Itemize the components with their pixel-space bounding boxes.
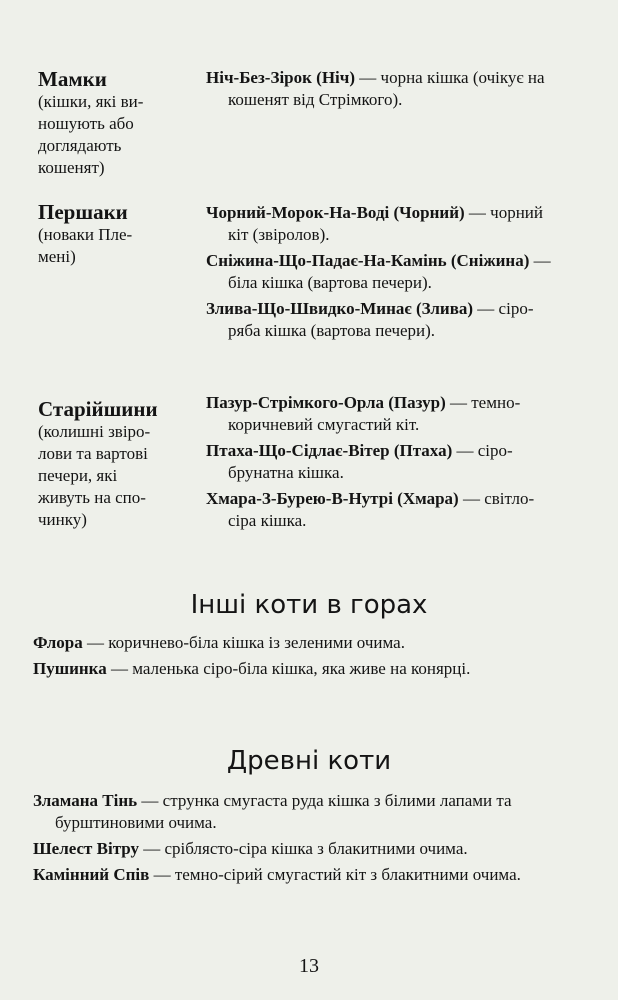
member-description: — сіро-ряба кішка (вартова печери). [228, 299, 534, 340]
member-description: — світло-сіра кішка. [228, 489, 535, 530]
member-description: — темно-коричневий смугастий кіт. [228, 393, 521, 434]
member-description: — чорний кіт (звіролов). [228, 203, 543, 244]
section-title: Інші коти в горах [190, 590, 428, 620]
role-description [38, 224, 188, 268]
role-name: Мамки [38, 67, 107, 91]
cat-entry [33, 632, 553, 654]
member-entry [206, 250, 551, 294]
role-name: Старійшини [38, 397, 158, 421]
member-entry [206, 488, 551, 532]
members-elders [206, 392, 551, 536]
role-desc-line: печери, які [38, 466, 118, 485]
cat-entry [33, 658, 553, 680]
member-entry [206, 298, 551, 342]
members-newcomers [206, 202, 551, 346]
cat-name: Пушинка [33, 659, 107, 678]
cat-description: — темно-сірий смугастий кіт з блакитними очима. [149, 865, 521, 884]
member-entry [206, 392, 551, 436]
member-entry [206, 202, 551, 246]
role-description [38, 91, 188, 179]
role-desc-line: доглядають [38, 136, 122, 155]
role-desc-line: живуть на спо- [38, 488, 146, 507]
member-name: Чорний-Морок-На-Воді (Чорний) [206, 203, 465, 222]
role-desc-line: кошенят) [38, 158, 105, 177]
member-name: Пазур-Стрімкого-Орла (Пазур) [206, 393, 446, 412]
role-elders [38, 397, 188, 531]
cat-name: Шелест Вітру [33, 839, 140, 858]
cat-name: Зламана Тінь [33, 791, 138, 810]
cat-description: — сріблясто-сіра кішка з блакитними очима. [139, 839, 468, 858]
cat-entry [33, 864, 553, 886]
section-title: Древні коти [226, 746, 392, 776]
cat-description: — маленька сіро-біла кішка, яка живе на конярці. [106, 659, 471, 678]
member-entry [206, 67, 551, 111]
page-number: 13 [299, 955, 319, 977]
member-description: — біла кішка (вартова печери). [228, 251, 551, 292]
member-name: Ніч-Без-Зірок (Ніч) [206, 68, 356, 87]
role-desc-line: лови та вартові [38, 444, 148, 463]
member-description: — чорна кішка (очікує на кошенят від Стрімкого). [228, 68, 545, 109]
cat-description: — коричнево-біла кішка із зеленими очима. [82, 633, 405, 652]
cat-entry [33, 790, 553, 834]
role-desc-line: (колишні звіро- [38, 422, 151, 441]
member-name: Хмара-З-Бурею-В-Нутрі (Хмара) [206, 489, 459, 508]
section-entries-ancient-cats [33, 790, 553, 890]
member-name: Птаха-Що-Сідлає-Вітер (Птаха) [206, 441, 453, 460]
cat-name: Камінний Спів [33, 865, 150, 884]
role-description [38, 421, 188, 531]
members-nursing-queens [206, 67, 551, 115]
role-newcomers [38, 200, 188, 268]
section-entries-other-cats [33, 632, 553, 684]
member-name: Сніжина-Що-Падає-На-Камінь (Сніжина) [206, 251, 530, 270]
role-name: Першаки [38, 200, 128, 224]
member-description: — сіро-брунатна кішка. [228, 441, 513, 482]
role-desc-line: мені) [38, 247, 76, 266]
member-entry [206, 440, 551, 484]
role-desc-line: ношують або [38, 114, 134, 133]
cat-name: Флора [33, 633, 83, 652]
member-name: Злива-Що-Швидко-Минає (Злива) [206, 299, 474, 318]
role-desc-line: чинку) [38, 510, 87, 529]
role-desc-line: (новаки Пле- [38, 225, 133, 244]
cat-description: — струнка смугаста руда кішка з білими лапами та бурштиновими очима. [55, 791, 512, 832]
cat-entry [33, 838, 553, 860]
role-desc-line: (кішки, які ви- [38, 92, 144, 111]
role-nursing-queens [38, 67, 188, 179]
